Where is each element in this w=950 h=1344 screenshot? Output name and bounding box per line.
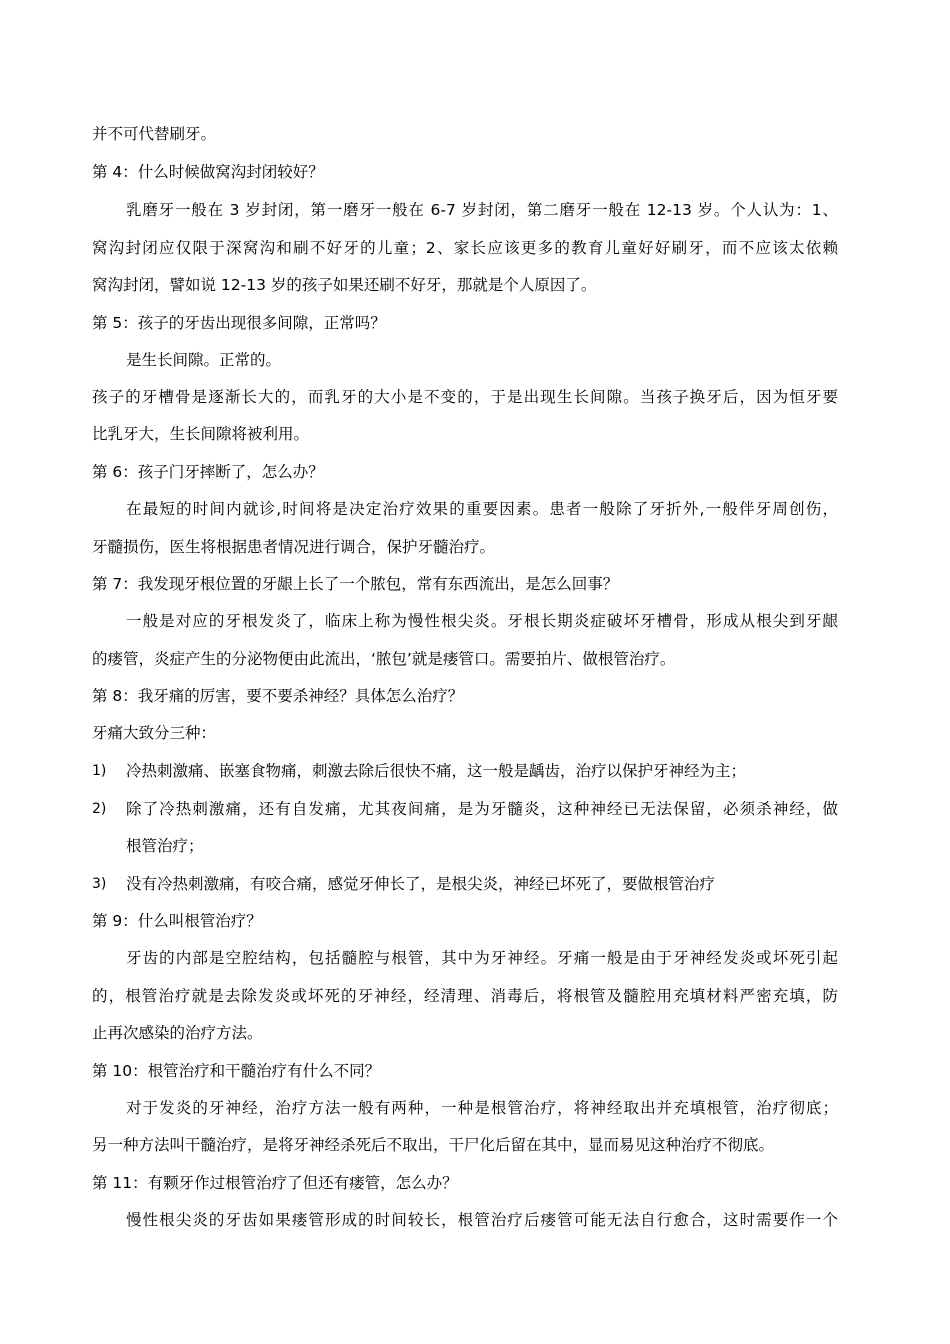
question-heading: 第 10：根管治疗和干髓治疗有什么不同？	[92, 1062, 381, 1080]
list-number: 2)	[92, 801, 107, 817]
paragraph-line: 孩子的牙槽骨是逐渐长大的，而乳牙的大小是不变的，于是出现生长间隙。当孩子换牙后，因为恒牙要	[92, 388, 838, 406]
paragraph-line: 牙髓损伤，医生将根据患者情况进行调合，保护牙髓治疗。	[92, 538, 496, 556]
question-heading: 第 11：有颗牙作过根管治疗了但还有瘘管，怎么办？	[92, 1174, 458, 1192]
list-item-continuation: 根管治疗；	[126, 837, 204, 855]
question-heading: 第 6：孩子门牙摔断了，怎么办？	[92, 463, 324, 481]
list-item: 除了冷热刺激痛，还有自发痛，尤其夜间痛，是为牙髓炎，这种神经已无法保留，必须杀神经，做	[126, 800, 838, 818]
question-heading: 第 8：我牙痛的厉害，要不要杀神经？具体怎么治疗？	[92, 687, 464, 705]
paragraph-line: 牙痛大致分三种：	[92, 724, 217, 742]
question-heading: 第 7：我发现牙根位置的牙龈上长了一个脓包，常有东西流出，是怎么回事？	[92, 575, 619, 593]
list-item: 没有冷热刺激痛，有咬合痛，感觉牙伸长了，是根尖炎，神经已坏死了，要做根管治疗	[126, 875, 716, 893]
paragraph-line: 牙齿的内部是空腔结构，包括髓腔与根管，其中为牙神经。牙痛一般是由于牙神经发炎或坏死引起	[126, 949, 838, 967]
paragraph-line: 并不可代替刷牙。	[92, 125, 217, 143]
list-item: 冷热刺激痛、嵌塞食物痛，刺激去除后很快不痛，这一般是龋齿，治疗以保护牙神经为主；	[126, 762, 747, 780]
paragraph-line: 止再次感染的治疗方法。	[92, 1024, 263, 1042]
list-number: 3)	[92, 876, 107, 892]
paragraph-line: 另一种方法叫干髓治疗，是将牙神经杀死后不取出，干尸化后留在其中，显而易见这种治疗不彻底。	[92, 1136, 775, 1154]
question-heading: 第 9：什么叫根管治疗？	[92, 912, 262, 930]
paragraph-line: 比乳牙大，生长间隙将被利用。	[92, 425, 310, 443]
paragraph-line: 慢性根尖炎的牙齿如果瘘管形成的时间较长，根管治疗后瘘管可能无法自行愈合，这时需要作一个	[126, 1211, 838, 1229]
paragraph-line: 窝沟封闭应仅限于深窝沟和刷不好牙的儿童；2、家长应该更多的教育儿童好好刷牙，而不应该太依赖	[92, 239, 838, 257]
paragraph-line: 窝沟封闭，譬如说 12-13 岁的孩子如果还刷不好牙，那就是个人原因了。	[92, 276, 597, 294]
question-heading: 第 5：孩子的牙齿出现很多间隙，正常吗？	[92, 314, 386, 332]
paragraph-line: 是生长间隙。正常的。	[126, 351, 282, 369]
paragraph-line: 一般是对应的牙根发炎了，临床上称为慢性根尖炎。牙根长期炎症破坏牙槽骨，形成从根尖到牙龈	[126, 612, 838, 630]
question-heading: 第 4：什么时候做窝沟封闭较好？	[92, 163, 324, 181]
list-number: 1)	[92, 763, 107, 779]
paragraph-line: 乳磨牙一般在 3 岁封闭，第一磨牙一般在 6-7 岁封闭，第二磨牙一般在 12-13 岁。个人认为：1、	[126, 201, 838, 219]
paragraph-line: 的瘘管，炎症产生的分泌物便由此流出，‘脓包’就是瘘管口。需要拍片、做根管治疗。	[92, 650, 676, 668]
paragraph-line: 在最短的时间内就诊,时间将是决定治疗效果的重要因素。患者一般除了牙折外,一般伴牙周创伤，	[126, 500, 838, 518]
paragraph-line: 对于发炎的牙神经，治疗方法一般有两种，一种是根管治疗，将神经取出并充填根管，治疗彻底；	[126, 1099, 838, 1117]
paragraph-line: 的，根管治疗就是去除发炎或坏死的牙神经，经清理、消毒后，将根管及髓腔用充填材料严密充填，防	[92, 987, 838, 1005]
